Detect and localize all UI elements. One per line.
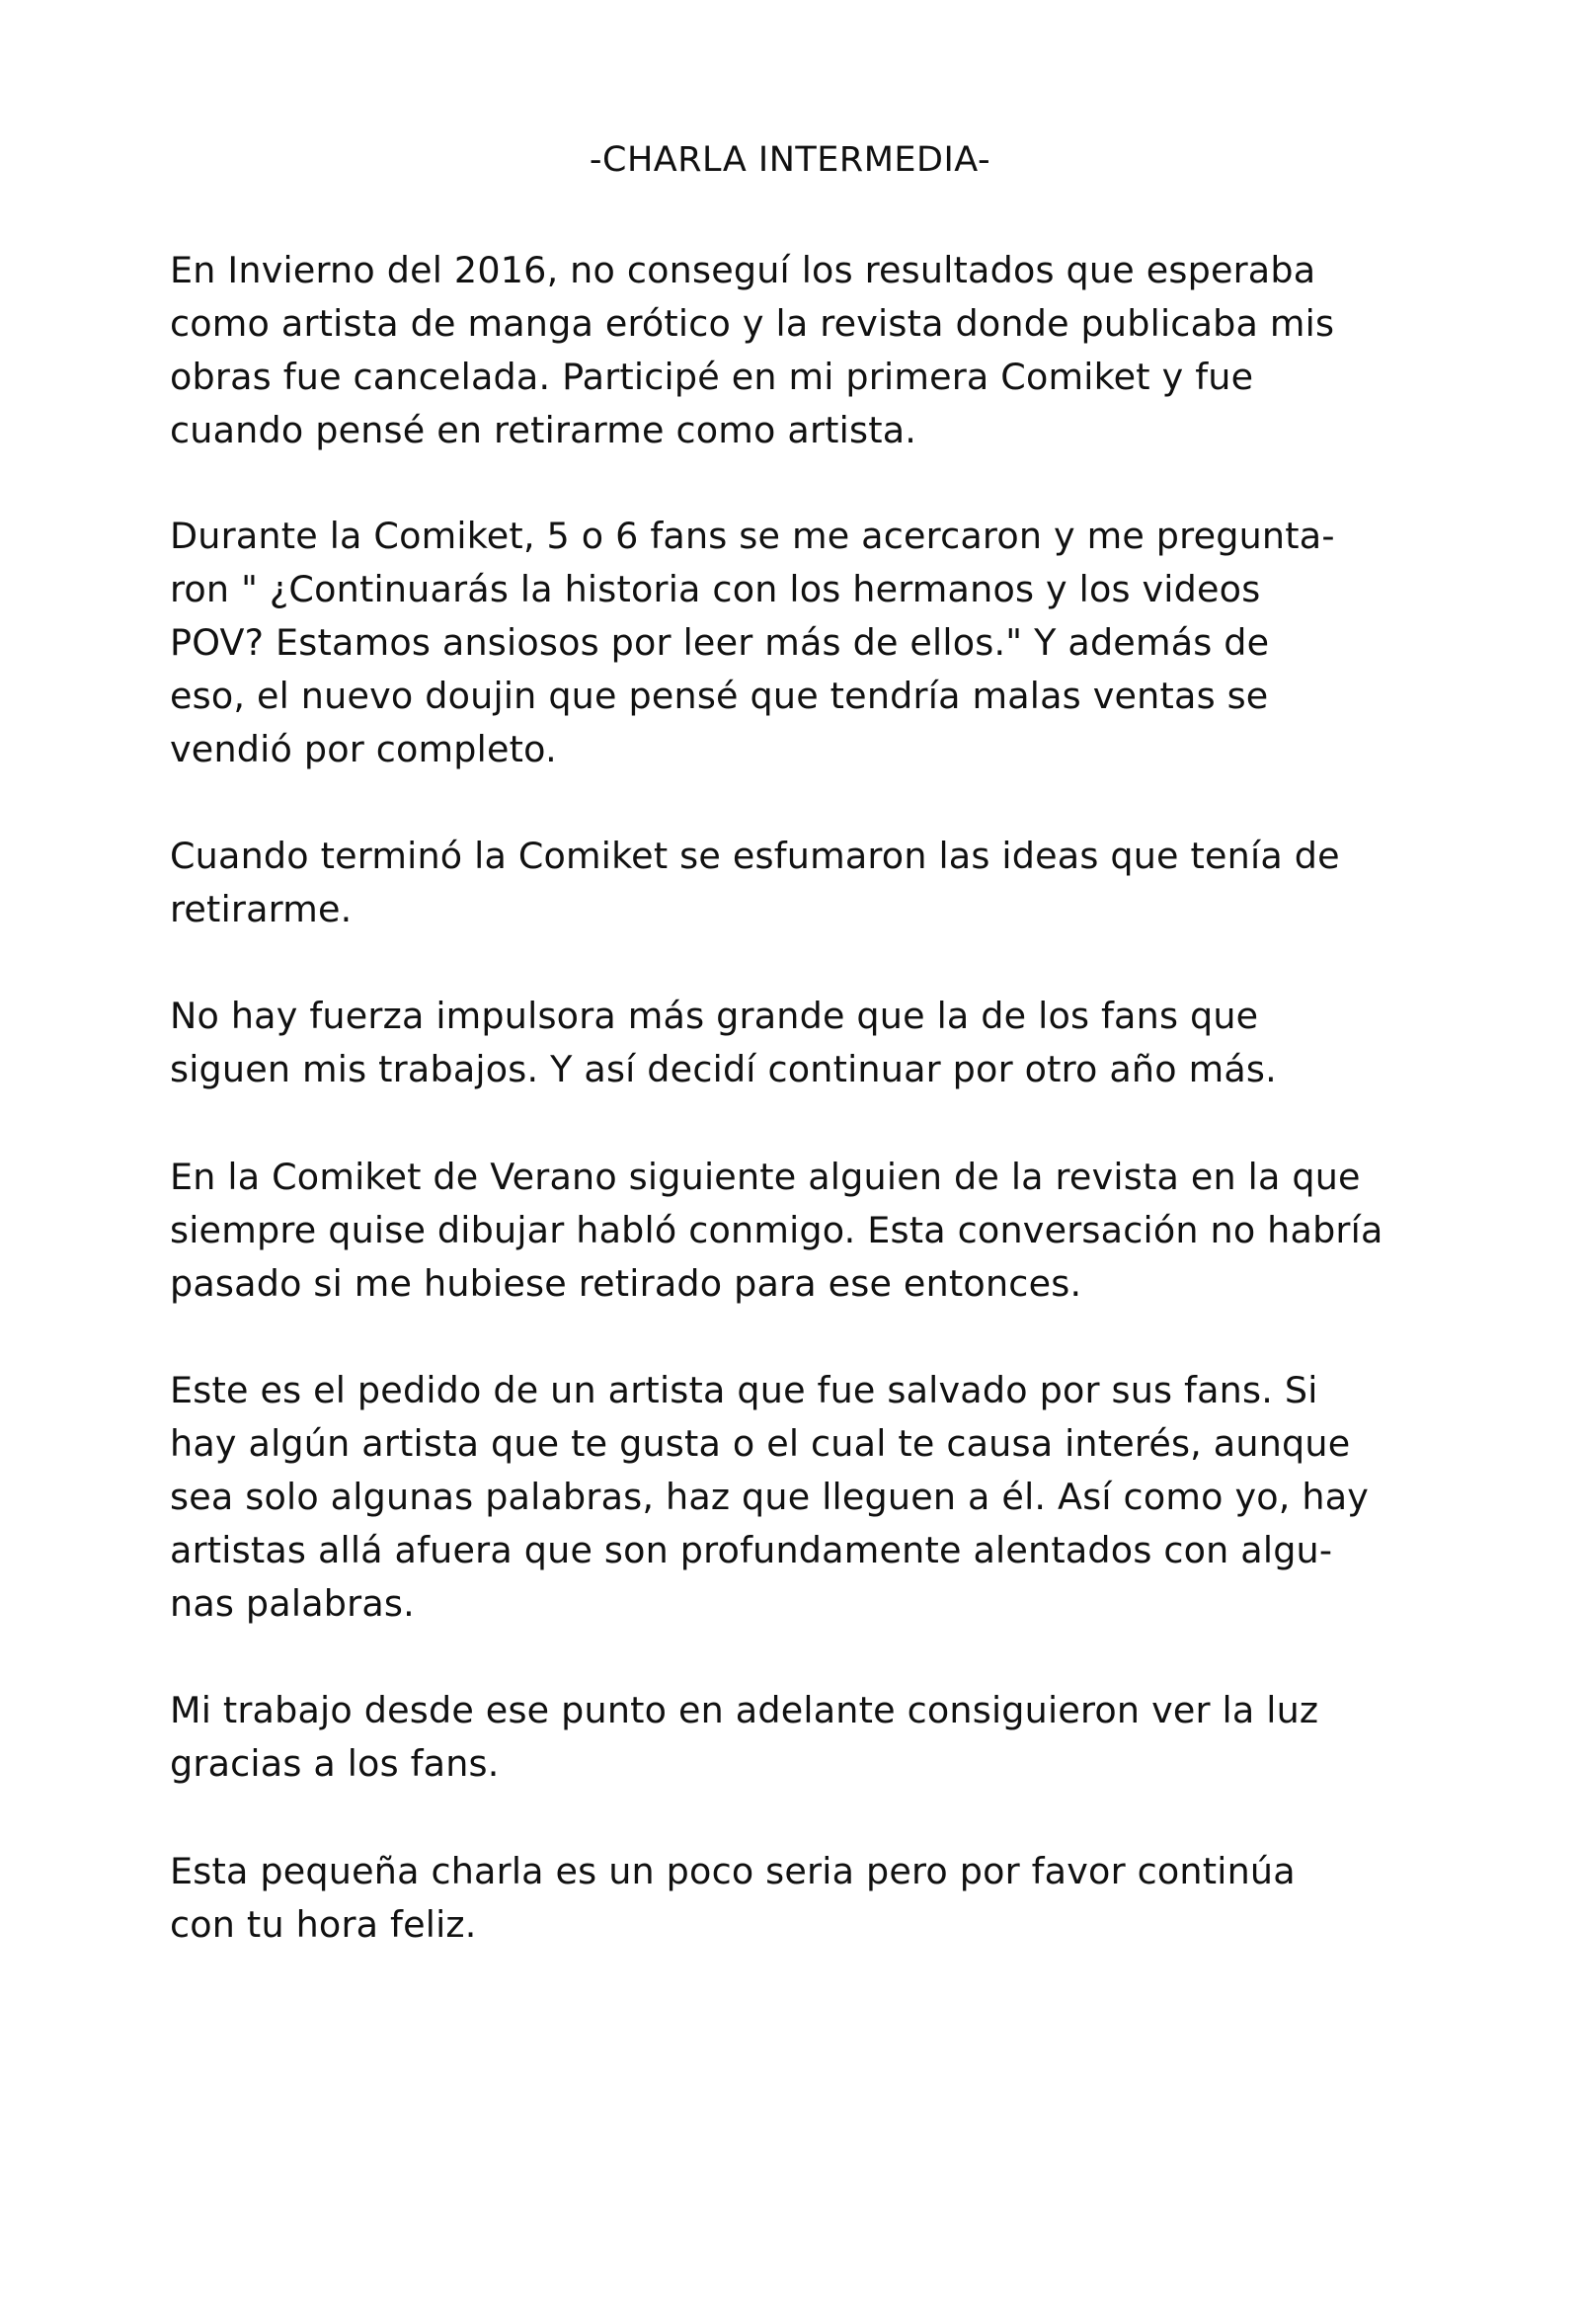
text-line: No hay fuerza impulsora más grande que la de los fans que xyxy=(170,995,1259,1037)
text-line: siguen mis trabajos. Y así decidí continuar por otro año más. xyxy=(170,1048,1277,1090)
text-line: gracias a los fans. xyxy=(170,1742,500,1785)
text-line: En Invierno del 2016, no conseguí los resultados que esperaba xyxy=(170,249,1316,291)
text-line: nas palabras. xyxy=(170,1582,415,1625)
text-line: obras fue cancelada. Participé en mi primera Comiket y fue xyxy=(170,356,1254,398)
text-line: En la Comiket de Verano siguiente alguien de la revista en la que xyxy=(170,1156,1361,1198)
paragraph-4 xyxy=(170,990,1404,1096)
paragraph-3 xyxy=(170,830,1404,936)
paragraph-2 xyxy=(170,510,1404,776)
text-line: siempre quise dibujar habló conmigo. Esta conversación no habría xyxy=(170,1209,1383,1251)
page-title: -CHARLA INTERMEDIA- xyxy=(589,140,991,180)
text-line: Durante la Comiket, 5 o 6 fans se me acercaron y me pregunta- xyxy=(170,515,1335,557)
text-line: Mi trabajo desde ese punto en adelante consiguieron ver la luz xyxy=(170,1689,1319,1731)
text-line: sea solo algunas palabras, haz que lleguen a él. Así como yo, hay xyxy=(170,1476,1370,1518)
text-line: con tu hora feliz. xyxy=(170,1903,477,1946)
text-line: vendió por completo. xyxy=(170,728,557,770)
text-line: cuando pensé en retirarme como artista. xyxy=(170,409,917,451)
text-line: eso, el nuevo doujin que pensé que tendría malas ventas se xyxy=(170,675,1269,717)
text-line: hay algún artista que te gusta o el cual te causa interés, aunque xyxy=(170,1422,1351,1465)
text-line: POV? Estamos ansiosos por leer más de ellos." Y además de xyxy=(170,621,1270,664)
text-line: retirarme. xyxy=(170,888,353,930)
text-line: pasado si me hubiese retirado para ese entonces. xyxy=(170,1262,1082,1305)
text-line: Este es el pedido de un artista que fue salvado por sus fans. Si xyxy=(170,1369,1318,1411)
paragraph-7 xyxy=(170,1684,1404,1791)
text-line: artistas allá afuera que son profundamente alentados con algu- xyxy=(170,1529,1333,1571)
paragraph-1 xyxy=(170,244,1404,457)
text-line: Esta pequeña charla es un poco seria pero por favor continúa xyxy=(170,1850,1296,1892)
paragraph-5 xyxy=(170,1151,1404,1311)
text-line: ron " ¿Continuarás la historia con los hermanos y los videos xyxy=(170,568,1261,610)
paragraph-6 xyxy=(170,1364,1404,1631)
text-line: Cuando terminó la Comiket se esfumaron las ideas que tenía de xyxy=(170,835,1340,877)
text-line: como artista de manga erótico y la revista donde publicaba mis xyxy=(170,302,1335,345)
paragraph-8 xyxy=(170,1845,1404,1952)
